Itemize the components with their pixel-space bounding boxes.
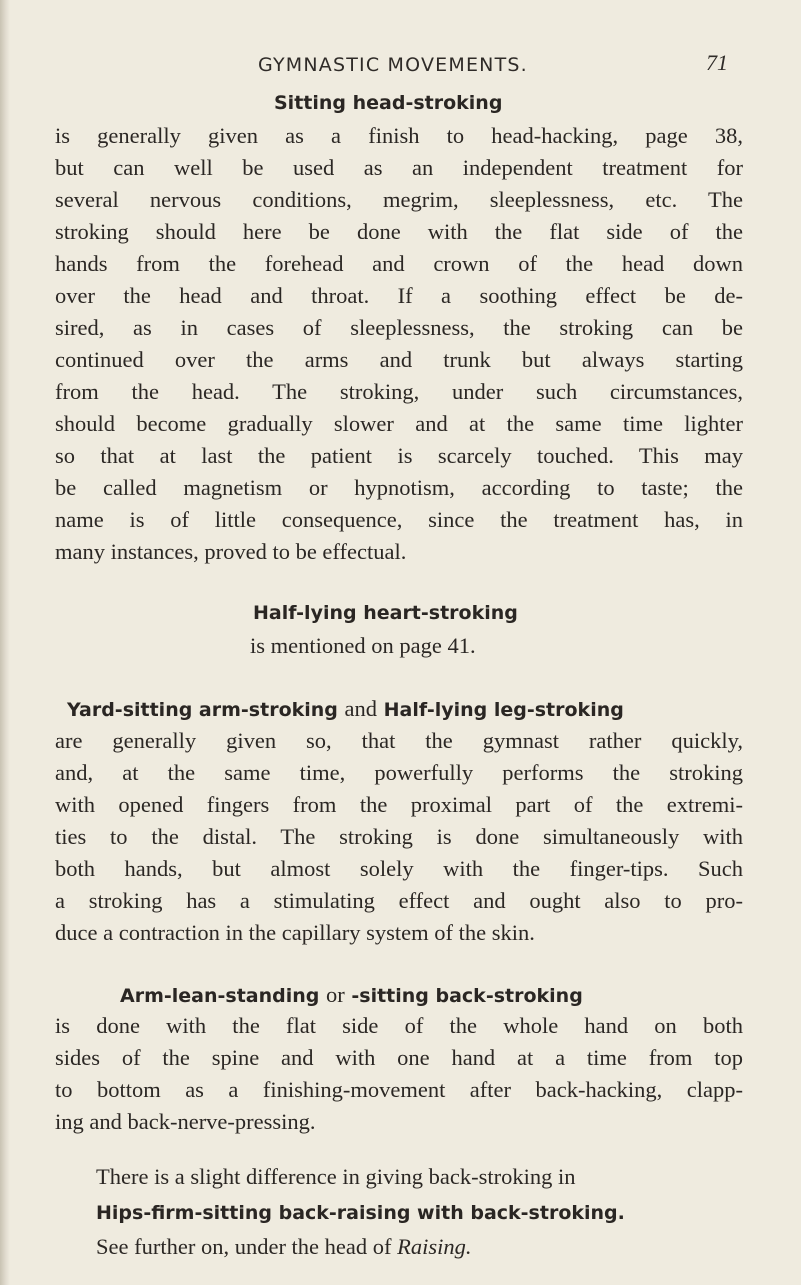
body-line: to bottom as a finishing-movement after back-hacking, clapp-	[55, 1077, 743, 1102]
heading-connector: and	[344, 696, 378, 721]
heading-part: Arm-lean-standing	[120, 985, 320, 1007]
body-line: name is of little consequence, since the treatment has, in	[55, 507, 743, 532]
body-line: a stroking has a stimulating effect and ought also to pro-	[55, 888, 743, 913]
body-line: and, at the same time, powerfully performs the stroking	[55, 760, 743, 785]
body-line: over the head and throat. If a soothing effect be de-	[55, 283, 743, 308]
body-line: ties to the distal. The stroking is done simultaneously with	[55, 824, 743, 849]
body-line: There is a slight difference in giving back-stroking in	[96, 1164, 576, 1189]
body-line: be called magnetism or hypnotism, according to taste; the	[55, 475, 743, 500]
body-line: are generally given so, that the gymnast rather quickly,	[55, 728, 743, 753]
see-further-line	[96, 1233, 472, 1261]
heading-part: -sitting back-stroking	[351, 985, 583, 1007]
heading-arm-lean-back-stroking	[120, 982, 583, 1008]
body-line: with opened fingers from the proximal part of the extremi-	[55, 792, 743, 817]
heading-yard-sitting-arm-stroking	[67, 696, 624, 722]
body-line: so that at last the patient is scarcely touched. This may	[55, 443, 743, 468]
heading-half-lying-heart-stroking: Half-lying heart-stroking	[253, 602, 518, 624]
body-line: from the head. The stroking, under such circumstances,	[55, 379, 743, 404]
body-line: sired, as in cases of sleeplessness, the stroking can be	[55, 315, 743, 340]
body-line: sides of the spine and with one hand at a time from top	[55, 1045, 743, 1070]
body-line: should become gradually slower and at the same time lighter	[55, 411, 743, 436]
body-line: both hands, but almost solely with the finger-tips. Such	[55, 856, 743, 881]
body-line: many instances, proved to be effectual.	[55, 539, 407, 564]
body-line: is mentioned on page 41.	[250, 633, 476, 658]
body-line: continued over the arms and trunk but always starting	[55, 347, 743, 372]
body-line: several nervous conditions, megrim, sleeplessness, etc. The	[55, 187, 743, 212]
running-title: GYMNASTIC MOVEMENTS.	[258, 54, 528, 76]
heading-connector: or	[326, 982, 345, 1007]
see-further-reference: Raising.	[397, 1234, 472, 1259]
body-line: but can well be used as an independent treatment for	[55, 155, 743, 180]
body-line: duce a contraction in the capillary system of the skin.	[55, 920, 535, 945]
heading-hips-firm-sitting: Hips-firm-sitting back-raising with back-stroking.	[96, 1202, 625, 1224]
body-line: is generally given as a finish to head-hacking, page 38,	[55, 123, 743, 148]
body-line: is done with the flat side of the whole hand on both	[55, 1013, 743, 1038]
heading-part: Yard-sitting arm-stroking	[67, 699, 338, 721]
body-line: stroking should here be done with the flat side of the	[55, 219, 743, 244]
body-line: ing and back-nerve-pressing.	[55, 1109, 316, 1134]
heading-sitting-head-stroking: Sitting head-stroking	[274, 92, 503, 114]
see-further-text: See further on, under the head of	[96, 1234, 392, 1259]
heading-part: Half-lying leg-stroking	[383, 699, 624, 721]
page-number: 71	[706, 50, 728, 75]
body-line: hands from the forehead and crown of the head down	[55, 251, 743, 276]
